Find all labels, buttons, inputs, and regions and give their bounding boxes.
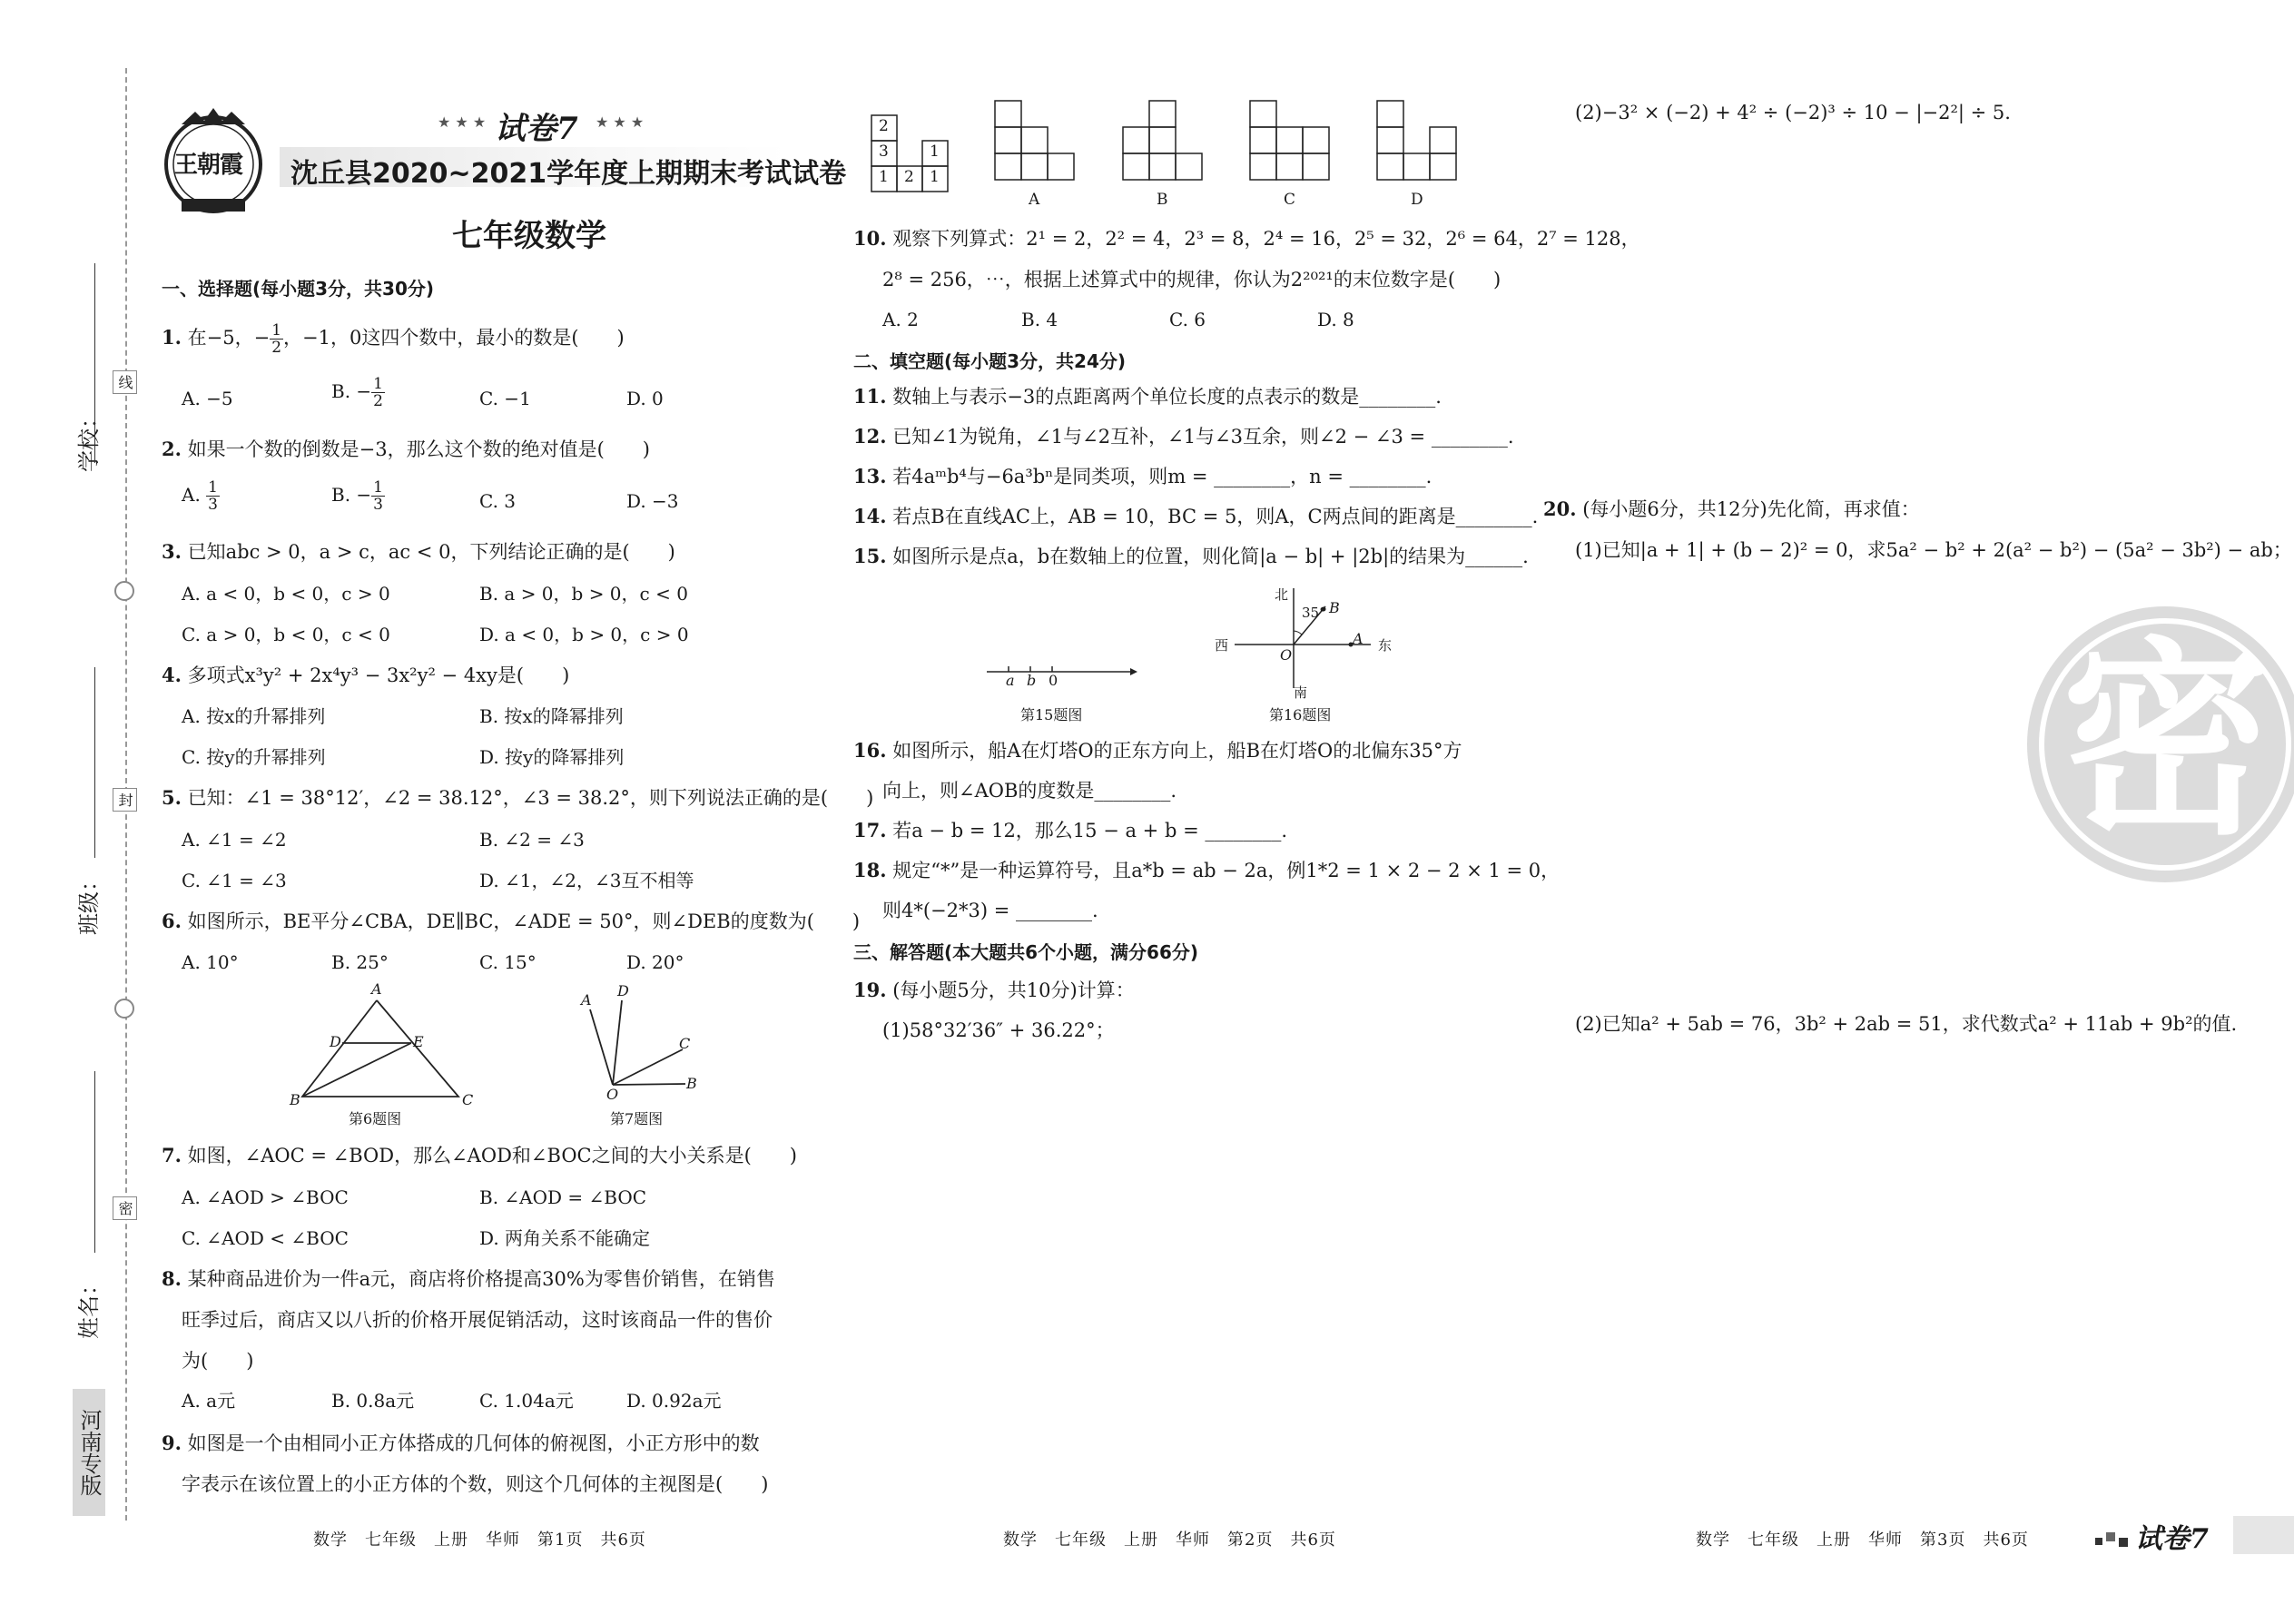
q3-option-d[interactable]: D. a < 0，b > 0，c > 0	[479, 624, 689, 645]
q1-option-a[interactable]: A. −5	[182, 388, 233, 409]
q1-option-c[interactable]: C. −1	[479, 388, 531, 409]
figure-9-option-a[interactable]	[994, 100, 1085, 186]
q2-option-a[interactable]: A. $\frac{1}{3}$	[182, 478, 218, 514]
fig6-label-d: D	[330, 1033, 341, 1050]
grid-cell-value: 1	[879, 168, 889, 186]
question-9: 9. 如图是一个由相同小正方体搭成的几何体的俯视图，小正方形中的数	[162, 1432, 760, 1454]
fig16-north: 北	[1275, 586, 1289, 603]
question-8-line-2: 旺季过后，商店又以八折的价格开展促销活动，这时该商品一件的售价	[182, 1309, 773, 1331]
figure-15	[985, 654, 1139, 690]
brand-logo	[154, 104, 272, 218]
q3-option-b[interactable]: B. a > 0，b > 0，c < 0	[479, 583, 688, 605]
q4-option-d[interactable]: D. 按y的降幂排列	[479, 746, 625, 768]
answer-area-19-1[interactable]	[853, 1053, 1507, 1489]
fig16-angle: 35°	[1302, 605, 1326, 621]
figure-9-label-c: C	[1284, 191, 1296, 209]
question-20-part-2: (2)已知a² + 5ab = 76，3b² + 2ab = 51，求代数式a² + 11ab + 9b²的值.	[1575, 1013, 2238, 1035]
fig16-label-b: B	[1329, 599, 1340, 616]
q8-option-b[interactable]: B. 0.8a元	[331, 1390, 415, 1412]
paper-label: 试卷7	[495, 111, 578, 147]
q6-option-a[interactable]: A. 10°	[182, 951, 239, 973]
binding-hole-bottom	[114, 999, 134, 1019]
figure-9-label-b: B	[1157, 191, 1168, 209]
watermark-text: 密	[2062, 621, 2271, 863]
question-1: 1. 在−5，− $\frac{1}{2}$ ，−1，0这四个数中，最小的数是( )	[162, 321, 625, 357]
question-14: 14. 若点B在直线AC上，AB = 10，BC = 5，则A，C两点间的距离是________.	[853, 505, 1539, 527]
q10-option-b[interactable]: B. 4	[1021, 309, 1058, 330]
question-20-part-1: (1)已知|a + 1| + (b − 2)² = 0，求5a² − b² + 2(a² − b²) − (5a² − 3b²) − ab；	[1575, 539, 2292, 561]
question-20: 20. (每小题6分，共12分)先化简，再求值：	[1543, 497, 1920, 520]
stars-right: ★ ★ ★	[596, 113, 645, 131]
fig15-label-zero: 0	[1049, 672, 1058, 689]
footer-badge-bar	[2233, 1516, 2294, 1554]
question-7: 7. 如图，∠AOC = ∠BOD，那么∠AOD和∠BOC之间的大小关系是( )	[162, 1144, 797, 1166]
figure-16	[1207, 581, 1398, 699]
section-fill: 二、填空题(每小题3分，共24分)	[853, 350, 1127, 372]
figure-15-caption: 第15题图	[1020, 706, 1083, 723]
question-13: 13. 若4aᵐb⁴与−6a³bⁿ是同类项，则m = ________，n = ________.	[853, 465, 1433, 487]
q4-option-b[interactable]: B. 按x的降幂排列	[479, 705, 624, 727]
fig16-label-a: A	[1353, 630, 1364, 647]
footer-badge: 试卷7	[2135, 1523, 2209, 1555]
question-17: 17. 若a − b = 12，那么15 − a + b = ________.	[853, 819, 1288, 842]
fig15-label-b: b	[1027, 672, 1037, 689]
question-18: 18. 规定“*”是一种运算符号，且a*b = ab − 2a，例1*2 = 1 × 2 − 2 × 1 = 0，	[853, 859, 1561, 881]
footer-page-3: 数学 七年级 上册 华师 第3页 共6页	[1696, 1530, 2029, 1550]
q8-option-d[interactable]: D. 0.92a元	[626, 1390, 722, 1412]
binding-mark-line: 线	[113, 370, 137, 394]
figure-7-caption: 第7题图	[610, 1110, 664, 1127]
figure-9-top-view	[870, 113, 960, 195]
question-6: 6. 如图所示，BE平分∠CBA，DE∥BC，∠ADE = 50°，则∠DEB的度数为( )	[162, 910, 861, 932]
q8-option-c[interactable]: C. 1.04a元	[479, 1390, 574, 1412]
figure-16-caption: 第16题图	[1269, 706, 1332, 723]
q2-option-d[interactable]: D. −3	[626, 490, 679, 512]
q4-option-c[interactable]: C. 按y的升幂排列	[182, 746, 326, 768]
figure-6-caption: 第6题图	[349, 1110, 402, 1127]
name-field[interactable]	[94, 1071, 95, 1253]
q10-option-d[interactable]: D. 8	[1317, 309, 1354, 330]
fig7-label-a: A	[581, 991, 592, 1009]
fig6-label-b: B	[290, 1091, 300, 1108]
q7-option-b[interactable]: B. ∠AOD = ∠BOC	[479, 1186, 647, 1208]
class-label: 班级：	[76, 870, 102, 935]
confidential-watermark	[2020, 599, 2294, 890]
question-8: 8. 某种商品进价为一件a元，商店将价格提高30%为零售价销售，在销售	[162, 1267, 775, 1290]
q2-option-c[interactable]: C. 3	[479, 490, 517, 512]
grid-cell-value: 2	[879, 117, 889, 135]
q1-option-d[interactable]: D. 0	[626, 388, 664, 409]
q6-option-b[interactable]: B. 25°	[331, 951, 389, 973]
exam-title: 沈丘县2020~2021学年度上期期末考试试卷	[290, 158, 847, 190]
q6-option-d[interactable]: D. 20°	[626, 951, 684, 973]
footer-page-2: 数学 七年级 上册 华师 第2页 共6页	[1003, 1530, 1336, 1550]
q3-option-a[interactable]: A. a < 0，b < 0，c > 0	[182, 583, 390, 605]
q1-option-b[interactable]: B. − $\frac{1}{2}$	[331, 375, 383, 410]
binding-mark-secret: 密	[113, 1196, 137, 1220]
q5-option-a[interactable]: A. ∠1 = ∠2	[182, 829, 287, 851]
question-16-line-2: 向上，则∠AOB的度数是________.	[882, 780, 1177, 802]
fig16-south: 南	[1294, 684, 1308, 701]
grid-cell-value: 1	[930, 143, 940, 161]
question-19: 19. (每小题5分，共10分)计算：	[853, 979, 1135, 1001]
edition-badge: 河南专版	[73, 1389, 105, 1516]
q8-option-a[interactable]: A. a元	[182, 1390, 236, 1412]
fig6-label-c: C	[462, 1091, 474, 1108]
question-11: 11. 数轴上与表示−3的点距离两个单位长度的点表示的数是________.	[853, 385, 1442, 408]
binding-hole-top	[114, 581, 134, 601]
school-label: 学校：	[76, 407, 102, 472]
fig6-label-a: A	[371, 980, 382, 998]
question-19-part-1: (1)58°32′36″ + 36.22°；	[882, 1019, 1115, 1041]
figure-9-option-b[interactable]	[1122, 100, 1213, 186]
brand-logo-text: 王朝霞	[174, 152, 243, 179]
q5-option-c[interactable]: C. ∠1 = ∠3	[182, 870, 287, 891]
fig7-label-c: C	[679, 1035, 691, 1052]
question-9-line-2: 字表示在该位置上的小正方体的个数，则这个几何体的主视图是( )	[182, 1473, 769, 1495]
q4-option-a[interactable]: A. 按x的升幂排列	[182, 705, 326, 727]
fig16-label-o: O	[1280, 646, 1293, 664]
question-12: 12. 已知∠1为锐角，∠1与∠2互补，∠1与∠3互余，则∠2 − ∠3 = ________.	[853, 425, 1514, 448]
question-15: 15. 如图所示是点a，b在数轴上的位置，则化简|a − b| + |2b|的结果为______.	[853, 545, 1529, 567]
grid-cell-value: 1	[930, 168, 940, 186]
fig7-label-d: D	[617, 982, 629, 999]
question-8-line-3: 为( )	[182, 1350, 254, 1372]
section-answer: 三、解答题(本大题共6个小题，满分66分)	[853, 941, 1199, 963]
footer-page-1: 数学 七年级 上册 华师 第1页 共6页	[313, 1530, 646, 1550]
answer-area-20-2[interactable]	[1543, 1048, 2233, 1502]
grid-cell-value: 3	[879, 143, 889, 161]
name-label: 姓名：	[76, 1274, 102, 1339]
q5-option-b[interactable]: B. ∠2 = ∠3	[479, 829, 585, 851]
question-10-line-2: 2⁸ = 256，⋯，根据上述算式中的规律，你认为2²⁰²¹的末位数字是( )	[882, 269, 1501, 290]
fig16-west: 西	[1215, 637, 1229, 654]
fig15-label-a: a	[1006, 672, 1015, 689]
section-choice: 一、选择题(每小题3分，共30分)	[162, 278, 435, 300]
question-4: 4. 多项式x³y² + 2x⁴y³ − 3x²y² − 4xy是( )	[162, 664, 570, 686]
q7-option-c[interactable]: C. ∠AOD < ∠BOC	[182, 1227, 349, 1249]
fig16-east: 东	[1378, 637, 1393, 654]
question-10: 10. 观察下列算式：2¹ = 2，2² = 4，2³ = 8，2⁴ = 16，2⁵ = 32，2⁶ = 64，2⁷ = 128，	[853, 227, 1640, 250]
q2-option-b[interactable]: B. − $\frac{1}{3}$	[331, 478, 383, 514]
class-field[interactable]	[94, 667, 95, 858]
exam-subtitle: 七年级数学	[452, 218, 606, 254]
figure-9-label-d: D	[1411, 191, 1423, 209]
answer-area-19-2[interactable]	[1543, 136, 2233, 481]
q6-option-c[interactable]: C. 15°	[479, 951, 537, 973]
fig7-label-b: B	[686, 1075, 697, 1092]
figure-6	[286, 980, 477, 1126]
q5-option-d[interactable]: D. ∠1，∠2，∠3互不相等	[479, 870, 694, 891]
question-2: 2. 如果一个数的倒数是−3，那么这个数的绝对值是( )	[162, 438, 650, 460]
question-18-line-2: 则4*(−2*3) = ________.	[882, 900, 1098, 921]
q10-option-c[interactable]: C. 6	[1169, 309, 1206, 330]
question-19-part-2: (2)−3² × (−2) + 4² ÷ (−2)³ ÷ 10 − |−2²| ÷ 5.	[1575, 102, 2011, 123]
fig7-label-o: O	[606, 1086, 619, 1103]
question-5: 5. 已知：∠1 = 38°12′，∠2 = 38.12°，∠3 = 38.2°，则下列说法正确的是( )	[162, 786, 874, 809]
footer-badge-decor	[2095, 1529, 2132, 1547]
q7-option-d[interactable]: D. 两角关系不能确定	[479, 1227, 651, 1249]
figure-7	[572, 982, 708, 1103]
binding-mark-seal: 封	[113, 788, 137, 812]
fig6-label-e: E	[413, 1033, 424, 1050]
question-16: 16. 如图所示，船A在灯塔O的正东方向上，船B在灯塔O的北偏东35°方	[853, 739, 1462, 762]
q10-option-a[interactable]: A. 2	[882, 309, 919, 330]
question-3: 3. 已知abc > 0，a > c，ac < 0，下列结论正确的是( )	[162, 540, 675, 563]
figure-9-label-a: A	[1029, 191, 1040, 209]
q7-option-a[interactable]: A. ∠AOD > ∠BOC	[182, 1186, 349, 1208]
stars-left: ★ ★ ★	[438, 113, 487, 131]
q3-option-c[interactable]: C. a > 0，b < 0，c < 0	[182, 624, 390, 645]
grid-cell-value: 2	[904, 168, 914, 186]
figure-9-option-d[interactable]	[1376, 100, 1467, 186]
school-field[interactable]	[94, 263, 95, 463]
figure-9-option-c[interactable]	[1249, 100, 1340, 186]
